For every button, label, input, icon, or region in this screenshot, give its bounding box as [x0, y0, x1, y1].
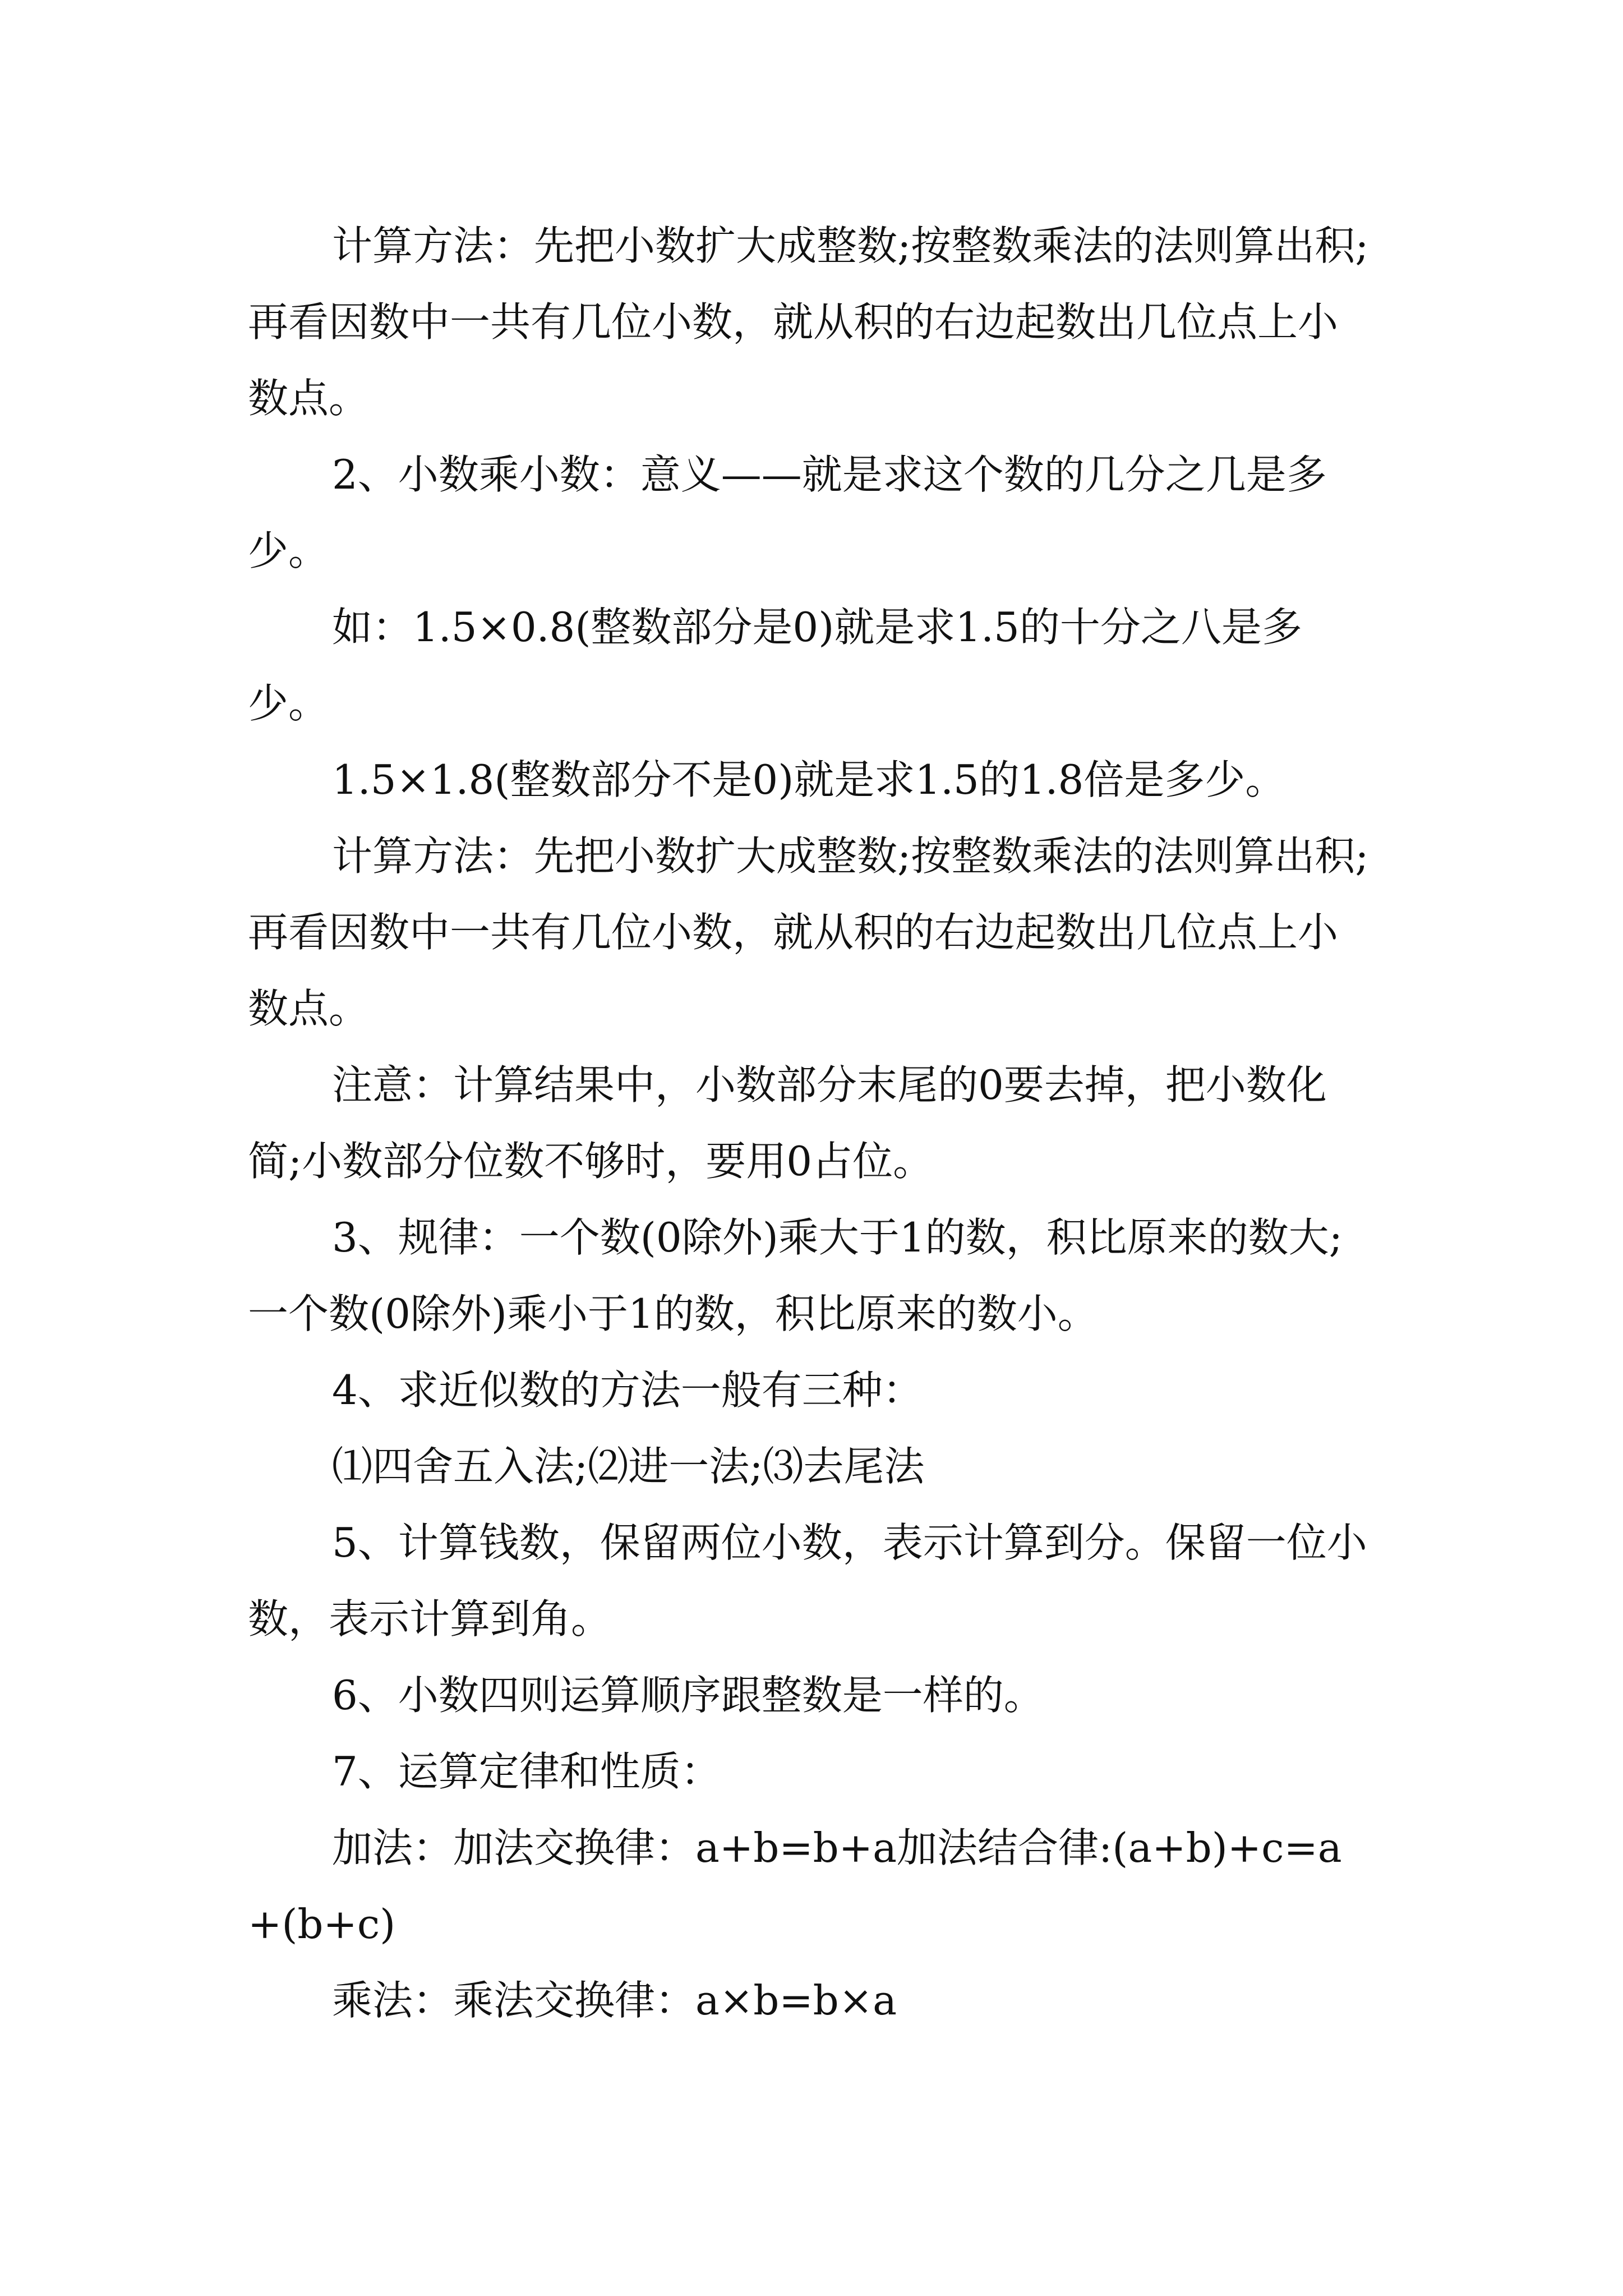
paragraph-note: 注意：计算结果中，小数部分末尾的0要去掉，把小数化简;小数部分位数不够时，要用0占位。	[248, 1061, 1327, 1185]
paragraph-approximation-methods: ⑴四舍五入法;⑵进一法;⑶去尾法	[332, 1443, 925, 1490]
paragraph-decimal-times-decimal: 2、小数乘小数：意义——就是求这个数的几分之几是多少。	[248, 451, 1327, 574]
paragraph-rule: 3、规律：一个数(0除外)乘大于1的数，积比原来的数大;一个数(0除外)乘小于1的数，积比原来的数小。	[248, 1214, 1343, 1337]
paragraph-calculation-method-2: 计算方法：先把小数扩大成整数;按整数乘法的法则算出积;再看因数中一共有几位小数，就从积的右边起数出几位点上小数点。	[248, 832, 1369, 1032]
document-body	[248, 208, 1375, 2039]
paragraph-laws-heading: 7、运算定律和性质：	[332, 1748, 721, 1795]
paragraph-multiplication-laws: 乘法：乘法交换律：a×b=b×a	[332, 1977, 897, 2024]
paragraph-calculation-method-1: 计算方法：先把小数扩大成整数;按整数乘法的法则算出积;再看因数中一共有几位小数，就从积的右边起数出几位点上小数点。	[248, 222, 1369, 422]
paragraph-example-1: 如：1.5×0.8(整数部分是0)就是求1.5的十分之八是多少。	[248, 604, 1302, 727]
paragraph-money: 5、计算钱数，保留两位小数，表示计算到分。保留一位小数，表示计算到角。	[248, 1519, 1367, 1642]
paragraph-example-2: 1.5×1.8(整数部分不是0)就是求1.5的1.8倍是多少。	[332, 756, 1286, 803]
paragraph-addition-laws: 加法：加法交换律：a+b=b+a加法结合律:(a+b)+c=a+(b+c)	[248, 1824, 1342, 1948]
paragraph-operation-order: 6、小数四则运算顺序跟整数是一样的。	[332, 1672, 1044, 1719]
paragraph-approximation-heading: 4、求近似数的方法一般有三种：	[332, 1366, 923, 1414]
